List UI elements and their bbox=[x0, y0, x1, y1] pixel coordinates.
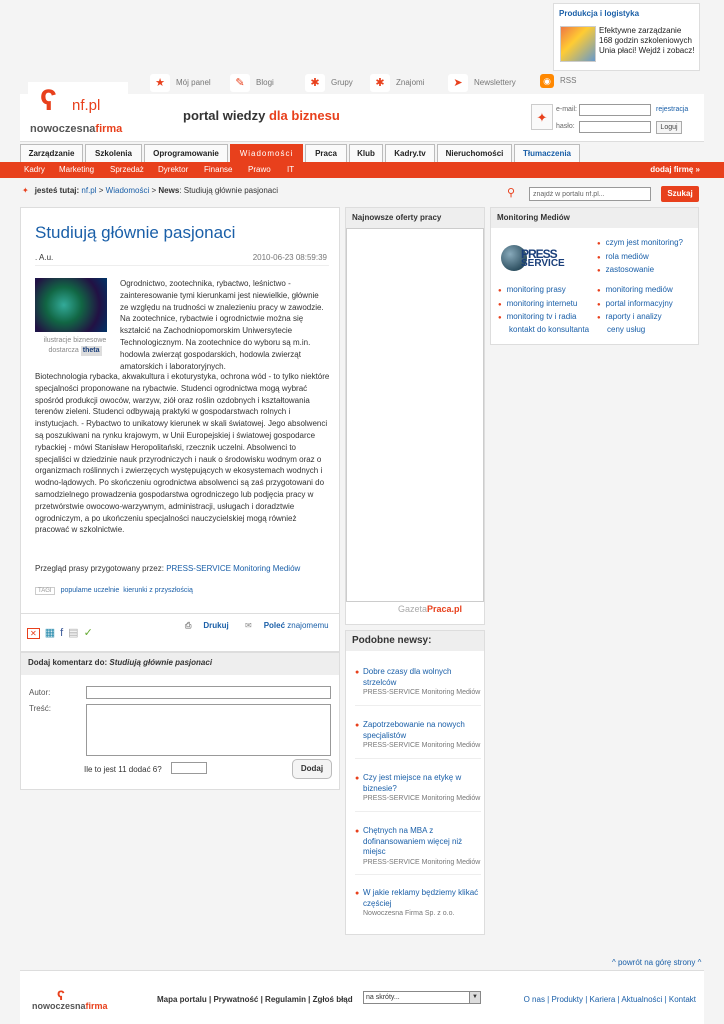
chevron-down-icon[interactable]: ▼ bbox=[469, 992, 480, 1003]
comment-header bbox=[21, 653, 339, 675]
list-item[interactable] bbox=[355, 720, 481, 759]
monitoring-right-links bbox=[597, 284, 673, 325]
logo-domain: nf.pl bbox=[72, 97, 101, 114]
breadcrumb-current: Studiują głównie pasjonaci bbox=[183, 186, 279, 195]
print-label: Drukuj bbox=[203, 621, 229, 630]
bullet-icon: ● bbox=[597, 254, 601, 261]
captcha-field[interactable] bbox=[171, 762, 207, 774]
main-tabs bbox=[20, 144, 704, 162]
add-company-link[interactable]: dodaj firmę » bbox=[650, 165, 700, 174]
breadcrumb-separator: > bbox=[98, 186, 104, 195]
contact-consultant-link[interactable]: kontakt do konsultanta bbox=[509, 325, 590, 334]
link-internetu[interactable] bbox=[498, 298, 577, 312]
press-service-logo[interactable] bbox=[501, 245, 579, 271]
breadcrumb-separator: > bbox=[151, 186, 157, 195]
divider bbox=[35, 265, 329, 266]
tab-tlumaczenia[interactable]: Tłumaczenia bbox=[514, 144, 580, 162]
list-item[interactable] bbox=[355, 888, 481, 920]
sub-nav bbox=[0, 162, 724, 178]
link-zastosowanie[interactable] bbox=[597, 264, 683, 278]
wykop-icon[interactable]: ✓ bbox=[83, 627, 93, 639]
logo-name-b: firma bbox=[85, 1001, 108, 1011]
promo-title[interactable]: Produkcja i logistyka bbox=[559, 9, 640, 18]
article bbox=[20, 207, 340, 652]
prices-link[interactable]: ceny usług bbox=[607, 325, 646, 334]
similar-news bbox=[345, 630, 485, 935]
job-offers bbox=[345, 207, 485, 625]
promo-text[interactable]: Efektywne zarządzanie 168 godzin szkoleniowych Unia płaci! Wejdź i zobacz! bbox=[599, 26, 695, 55]
bullet-icon: ● bbox=[498, 315, 502, 321]
article-date: 2010-06-23 08:59:39 bbox=[252, 253, 327, 262]
shortcut-select[interactable] bbox=[363, 991, 481, 1004]
similar-news-title: Podobne newsy: bbox=[346, 631, 484, 651]
article-image bbox=[35, 278, 107, 332]
subnav-marketing[interactable]: Marketing bbox=[59, 165, 95, 174]
tab-klub[interactable]: Klub bbox=[349, 144, 383, 162]
person-icon: ★ bbox=[150, 74, 170, 92]
caption-text: ilustracje biznesowe dostarcza bbox=[43, 337, 107, 354]
bullet-icon: ● bbox=[597, 241, 601, 247]
printer-icon: ⎙ bbox=[185, 621, 192, 630]
slogan bbox=[183, 108, 340, 123]
bullet-icon: ● bbox=[597, 288, 601, 294]
bullet-icon: ● bbox=[355, 890, 360, 897]
link-mediow[interactable] bbox=[597, 284, 673, 298]
facebook-icon[interactable]: f bbox=[60, 627, 64, 639]
topnav-label: Grupy bbox=[331, 78, 353, 88]
footer-links[interactable]: Mapa portalu | Prywatność | Regulamin | Zgłoś błąd bbox=[157, 995, 353, 1004]
group-icon: ✱ bbox=[305, 74, 325, 92]
link-rola[interactable] bbox=[597, 251, 683, 265]
topnav-my-panel[interactable] bbox=[150, 74, 211, 96]
bullet-icon: ● bbox=[355, 775, 360, 782]
print-button[interactable] bbox=[185, 621, 229, 631]
comment-header-a: Dodaj komentarz do: bbox=[28, 658, 108, 667]
link-label: monitoring internetu bbox=[506, 298, 578, 308]
monitoring-title: Monitoring Mediów bbox=[491, 208, 698, 228]
news-title[interactable]: Chętnych na MBA z dofinansowaniem więcej niż miejsc bbox=[363, 826, 463, 856]
topnav-label: Blogi bbox=[256, 78, 274, 88]
add-comment-button[interactable]: Dodaj bbox=[292, 759, 332, 779]
select-value: na skróty... bbox=[366, 994, 400, 1001]
link-label: zastosowanie bbox=[605, 265, 655, 274]
back-to-top-link[interactable]: ^ powrót na górę strony ^ bbox=[612, 958, 702, 967]
author-field[interactable] bbox=[86, 686, 331, 699]
news-source: PRESS-SERVICE Monitoring Mediów bbox=[363, 742, 481, 749]
slogan-a: portal wiedzy bbox=[183, 108, 266, 123]
topnav-label: Newslettery bbox=[474, 78, 516, 88]
subnav-prawo[interactable]: Prawo bbox=[248, 165, 271, 174]
list-item[interactable] bbox=[355, 667, 481, 706]
site-logo[interactable] bbox=[28, 82, 128, 140]
friends-icon: ✱ bbox=[370, 74, 390, 92]
top-nav bbox=[150, 74, 577, 96]
divider bbox=[355, 758, 481, 759]
logo-name-a: nowoczesna bbox=[32, 1001, 86, 1011]
close-icon[interactable]: ✕ bbox=[27, 628, 40, 639]
delicious-icon[interactable]: ▦ bbox=[44, 627, 56, 639]
tab-oprogramowanie[interactable]: Oprogramowanie bbox=[144, 144, 228, 162]
media-monitoring bbox=[490, 207, 699, 345]
news-source: PRESS-SERVICE Monitoring Mediów bbox=[363, 858, 481, 866]
news-source: Nowoczesna Firma Sp. z o.o. bbox=[363, 910, 455, 917]
bullet-icon: ● bbox=[597, 301, 601, 308]
footer-logo[interactable] bbox=[32, 989, 108, 1011]
list-item[interactable] bbox=[355, 826, 481, 875]
breadcrumb-icon: ✦ bbox=[22, 186, 29, 195]
bullet-icon: ● bbox=[597, 315, 601, 321]
topnav-label: RSS bbox=[560, 76, 577, 86]
tags bbox=[35, 587, 193, 595]
content-field[interactable] bbox=[86, 704, 331, 756]
footer-logo-name bbox=[32, 1001, 108, 1011]
newsletter-icon: ➤ bbox=[448, 74, 468, 92]
user-icon: ✦ bbox=[531, 104, 553, 130]
topnav-friends[interactable] bbox=[370, 74, 424, 96]
article-body-top: Ogrodnictwo, zootechnika, rybactwo, leśnictwo - zainteresowanie tymi kierunkami jest niewielkie, głównie ze względu na trudności w znalezieniu pracy w zawodzie. Na zootechnice, rybactwie i ogrodnictwie można się kształcić na Zachodniopomorskim Uniwersytecie Technologicznym. Na zootechnice do wyboru są m.in. hodowla zwierząt gospodarskich, hodowla zwierząt amatorskich i laboratoryjnych. bbox=[120, 279, 324, 371]
tag-link[interactable]: popularne uczelnie bbox=[60, 587, 120, 594]
news-source: PRESS-SERVICE Monitoring Mediów bbox=[363, 795, 481, 802]
footer-right-links[interactable]: O nas | Produkty | Kariera | Aktualności | Kontakt bbox=[523, 995, 696, 1004]
logo-name-b: firma bbox=[95, 123, 123, 135]
register-link[interactable]: rejestracja bbox=[656, 106, 689, 113]
subnav-it[interactable]: IT bbox=[287, 165, 295, 174]
search-icon: ⚲ bbox=[507, 187, 516, 199]
link-label: czym jest monitoring? bbox=[605, 238, 683, 247]
password-field[interactable] bbox=[579, 121, 651, 133]
breadcrumb-section[interactable]: Wiadomości bbox=[105, 186, 150, 195]
link-czym-jest[interactable] bbox=[597, 237, 683, 251]
recommend-label-a: Poleć bbox=[263, 621, 286, 630]
article-author: . A.u. bbox=[35, 253, 54, 262]
brand-a: Gazeta bbox=[398, 604, 428, 614]
search-input[interactable] bbox=[529, 187, 651, 201]
author-label: Autor: bbox=[29, 688, 51, 697]
divider bbox=[355, 811, 481, 812]
job-offers-frame[interactable] bbox=[346, 228, 484, 602]
tab-zarzadzanie[interactable]: Zarządzanie bbox=[20, 144, 83, 162]
logo-mark-icon: ʕ bbox=[57, 987, 65, 1003]
tab-kadry-tv[interactable]: Kadry.tv bbox=[385, 144, 435, 162]
subnav-finanse[interactable]: Finanse bbox=[204, 165, 233, 174]
link-prasy[interactable] bbox=[498, 284, 577, 298]
divider bbox=[21, 613, 339, 614]
promo-image[interactable] bbox=[560, 26, 596, 62]
content-label: Treść: bbox=[29, 704, 51, 713]
job-offers-title: Najnowsze oferty pracy bbox=[346, 208, 484, 228]
tag-link[interactable]: kierunki z przyszłością bbox=[123, 587, 193, 594]
login-box bbox=[526, 100, 696, 138]
search-button[interactable]: Szukaj bbox=[661, 186, 699, 202]
news-title[interactable]: Dobre czasy dla wolnych strzelców bbox=[363, 667, 452, 687]
gazetapraca-logo[interactable] bbox=[398, 604, 462, 614]
brand-b: Praca.pl bbox=[427, 604, 463, 614]
source-label: Przegląd prasy przygotowany przez: bbox=[35, 564, 164, 573]
link-label: monitoring mediów bbox=[605, 285, 673, 294]
logo-name-a: nowoczesna bbox=[30, 123, 96, 135]
blog-icon: ✎ bbox=[230, 74, 250, 92]
password-label: hasło: bbox=[556, 123, 575, 130]
tab-nieruchomosci[interactable]: Nieruchomości bbox=[437, 144, 512, 162]
news-title[interactable]: Zapotrzebowanie na nowych specjalistów bbox=[363, 720, 465, 740]
monitoring-top-links bbox=[597, 237, 683, 278]
tab-praca[interactable]: Praca bbox=[305, 144, 347, 162]
divider bbox=[355, 705, 481, 706]
tab-szkolenia[interactable]: Szkolenia bbox=[85, 144, 142, 162]
footer bbox=[20, 970, 704, 1024]
article-source bbox=[35, 564, 300, 573]
list-item[interactable] bbox=[355, 773, 481, 812]
mail-icon: ✉ bbox=[245, 621, 252, 630]
link-portal[interactable] bbox=[597, 298, 673, 312]
article-title: Studiują głównie pasjonaci bbox=[35, 223, 236, 242]
topnav-groups[interactable] bbox=[305, 74, 353, 96]
comment-form bbox=[20, 652, 340, 790]
subnav-sprzedaz[interactable]: Sprzedaż bbox=[110, 165, 144, 174]
bullet-icon: ● bbox=[355, 669, 360, 676]
bullet-icon: ● bbox=[355, 722, 360, 729]
image-caption bbox=[35, 336, 115, 356]
topnav-label: Znajomi bbox=[396, 78, 425, 88]
link-label: monitoring tv i radia bbox=[506, 312, 577, 321]
subnav-dyrektor[interactable]: Dyrektor bbox=[158, 165, 189, 174]
link-label: raporty i analizy bbox=[605, 312, 662, 321]
captcha-question: Ile to jest 11 dodać 6? bbox=[84, 765, 162, 774]
logo-mark-icon: ʕ bbox=[40, 84, 57, 117]
news-title[interactable]: Czy jest miejsce na etykę w biznesie? bbox=[363, 773, 462, 793]
breadcrumb: ✦ jesteś tutaj: nf.pl > Wiadomości > News: Studiują głównie pasjonaci bbox=[22, 186, 279, 195]
logo-name bbox=[30, 123, 122, 135]
recommend-button[interactable] bbox=[245, 621, 329, 630]
email-label: e-mail: bbox=[556, 106, 578, 113]
news-source: PRESS-SERVICE Monitoring Mediów bbox=[363, 689, 481, 696]
recommend-label-b: znajomemu bbox=[287, 621, 329, 630]
link-raporty[interactable] bbox=[597, 311, 673, 325]
source-link[interactable]: PRESS-SERVICE Monitoring Mediów bbox=[166, 564, 301, 573]
tag-label: TAGI bbox=[35, 587, 55, 595]
news-title[interactable]: W jakie reklamy będziemy klikać częściej bbox=[363, 888, 479, 908]
breadcrumb-home[interactable]: nf.pl bbox=[81, 186, 97, 195]
promo-box[interactable] bbox=[553, 3, 700, 71]
bullet-icon: ● bbox=[498, 288, 502, 294]
logo-text-a: PRESS bbox=[521, 247, 557, 261]
link-tv-radia[interactable] bbox=[498, 311, 577, 325]
slogan-b: dla biznesu bbox=[268, 108, 340, 123]
breadcrumb-sub[interactable]: News bbox=[158, 186, 180, 195]
topnav-label: Mój panel bbox=[176, 78, 211, 88]
article-body: Biotechnologia rybacka, akwakultura i ekoturystyka, ochrona wód - to tylko niektóre specjalności proponowane na rybactwie. Studenci ogrodnictwa mogą wybrać spośród produkcji owoców, warzyw, ziół oraz roślin ozdobnych i kształtowania terenów zieleni. Studenci odbywają praktyki w gospodarstwach rolnych i instytucjach. - Rybactwo to unikatowy kierunek w skali światowej. Jego absolwenci są poszukiwani na rynku krajowym, w Unii Europejskiej i światowej gospodarce rybackiej - mówi Stanisław Heropolitański, rzecznik uczelni. Absolwenci to specjaliści w dziedzinie nauk przyrodniczych i nauk o środowisku wodnym oraz o organizmach roślinnych i zwierzęcych występujących w ekosystemach wodnych i wodno-lądowych. Po skończeniu ogrodnictwa absolwenci są zaś przygotowani do samodzielnego prowadzenia gospodarstwa ogrodniczego lub podjęcia pracy w przetwórstwie owocowo-warzywnym, administracji, usługach i doradztwie ogrodniczym, a po ukończeniu specjalności nauczycielskiej mogą również pracować w szkolnictwie. bbox=[35, 372, 330, 535]
bullet-icon: ● bbox=[498, 301, 502, 308]
link-label: portal informacyjny bbox=[605, 298, 673, 308]
monitoring-left-links bbox=[498, 284, 577, 325]
email-field[interactable] bbox=[579, 104, 651, 116]
topnav-rss[interactable] bbox=[540, 74, 590, 96]
bullet-icon: ● bbox=[355, 828, 360, 835]
bookmark-icon[interactable]: ▤ bbox=[68, 627, 79, 639]
login-button[interactable]: Loguj bbox=[656, 121, 682, 134]
rss-icon: ◉ bbox=[540, 74, 554, 88]
link-label: rola mediów bbox=[605, 251, 649, 261]
search-box bbox=[507, 186, 707, 204]
topnav-newsletters[interactable] bbox=[448, 74, 516, 96]
bullet-icon: ● bbox=[597, 268, 601, 274]
logo-text-b: SERVICE bbox=[521, 258, 565, 269]
subnav-kadry[interactable]: Kadry bbox=[24, 165, 45, 174]
link-label: monitoring prasy bbox=[506, 285, 566, 294]
share-icons bbox=[27, 626, 98, 639]
breadcrumb-label: jesteś tutaj: bbox=[34, 186, 80, 195]
divider bbox=[355, 874, 481, 875]
theta-logo[interactable]: theta bbox=[82, 347, 100, 354]
comment-header-b: Studiują głównie pasjonaci bbox=[109, 658, 213, 667]
topnav-blogs[interactable] bbox=[230, 74, 274, 96]
tab-wiadomosci[interactable]: Wiadomości bbox=[230, 144, 303, 162]
